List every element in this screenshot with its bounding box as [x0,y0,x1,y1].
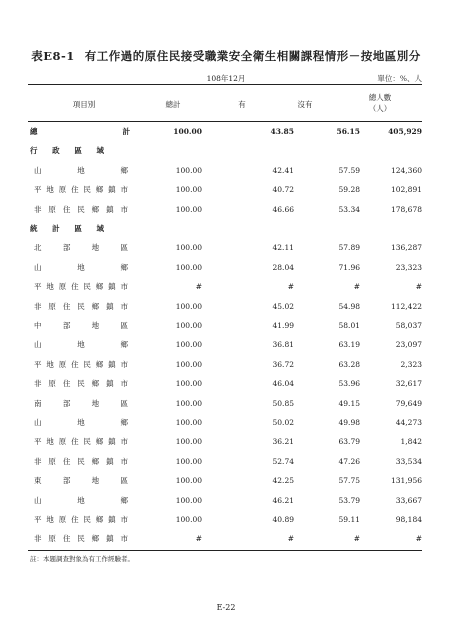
row-label: 非原住民鄉鎮市 [34,534,128,544]
table-row [28,144,422,158]
header-count-line2: （人） [368,104,392,113]
table-row [28,183,422,197]
table-row [28,474,422,488]
table-row [28,435,422,449]
cell-yes: 50.02 [272,418,294,427]
cell-total: 100.00 [175,262,202,272]
table-code: 表E8-1 [31,49,75,63]
table-row [28,455,422,469]
table-row [28,241,422,255]
page-number: E-22 [216,603,236,612]
cell-total: 100.00 [175,204,202,214]
row-label: 平地原住民鄉鎮市 [34,282,128,292]
cell-count: 32,617 [395,379,422,389]
cell-count: 2,323 [400,359,422,369]
header-area: 項目別 [72,100,96,109]
cell-no: 59.11 [338,515,360,524]
cell-total: 100.00 [175,476,202,486]
table-row [28,319,422,333]
cell-total: # [195,534,202,544]
cell-yes: 42.41 [272,165,294,175]
cell-total: 100.00 [175,340,202,350]
cell-yes: # [287,534,294,544]
header-count [350,92,410,114]
cell-no: 57.89 [338,243,360,253]
cell-yes: 50.85 [272,398,294,408]
cell-total: # [195,282,202,292]
cell-yes: 36.72 [272,359,294,369]
cell-total: 100.00 [175,321,202,330]
cell-yes: 43.85 [270,127,294,136]
survey-date: 108年12月 [206,74,246,83]
row-label: 東部地區 [34,476,128,486]
cell-count: 98,184 [395,515,422,524]
cell-yes: 28.04 [272,262,294,272]
bottom-rule [28,550,422,551]
cell-no: # [353,282,360,292]
cell-count: 33,667 [395,495,422,505]
cell-yes: 40.72 [272,185,294,195]
cell-count: 405,929 [388,127,422,136]
cell-count: 1,842 [400,437,422,447]
cell-total: 100.00 [175,243,202,253]
cell-yes: 36.21 [272,437,294,447]
cell-yes: # [287,282,294,292]
cell-count: 102,891 [390,185,422,195]
cell-no: 56.15 [336,127,360,136]
row-label: 中部地區 [34,321,128,330]
cell-no: 57.59 [338,165,360,175]
table-row [28,532,422,546]
cell-total: 100.00 [175,301,202,311]
cell-yes: 41.99 [272,321,294,330]
cell-yes: 42.25 [272,476,294,486]
row-label: 北部地區 [34,243,128,253]
cell-no: 59.28 [338,185,360,195]
row-label: 南部地區 [34,398,128,408]
table-row [28,222,422,236]
cell-count: 131,956 [390,476,422,486]
cell-yes: 45.02 [272,301,294,311]
cell-yes: 52.74 [272,456,294,466]
table-row [28,494,422,508]
cell-count: 23,323 [395,262,422,272]
table-row [28,203,422,217]
table-row [28,416,422,430]
cell-total: 100.00 [175,495,202,505]
row-label: 平地原住民鄉鎮市 [34,359,128,369]
row-label: 平地原住民鄉鎮市 [34,437,128,447]
header-count-line1: 總人數 [368,93,392,102]
cell-total: 100.00 [175,456,202,466]
footnote: 註：本題調查對象為有工作經驗者。 [30,555,134,563]
table-row [28,358,422,372]
cell-count: 23,097 [395,340,422,350]
cell-total: 100.00 [175,379,202,389]
cell-count: 79,649 [395,398,422,408]
cell-no: 63.79 [338,437,360,447]
table-row [28,164,422,178]
cell-no: 53.34 [338,204,360,214]
row-label: 非原住民鄉鎮市 [34,204,128,214]
cell-no: 63.19 [338,340,360,350]
cell-no: # [353,534,360,544]
cell-total: 100.00 [175,418,202,427]
cell-no: 53.96 [338,379,360,389]
header-yes: 有 [238,100,246,109]
cell-yes: 36.81 [272,340,294,350]
table-row [28,300,422,314]
cell-no: 49.15 [338,398,360,408]
top-rule [28,84,422,85]
cell-yes: 46.04 [272,379,294,389]
cell-no: 54.98 [338,301,360,311]
cell-count: 58,037 [395,321,422,330]
header-total: 總計 [165,100,181,109]
cell-count: 33,534 [395,456,422,466]
table-row [28,377,422,391]
cell-no: 58.01 [338,321,360,330]
cell-total: 100.00 [175,398,202,408]
table-row [28,338,422,352]
cell-count: 136,287 [390,243,422,253]
table-title-text: 有工作過的原住民接受職業安全衛生相關課程情形－按地區別分 [84,49,421,63]
cell-total: 100.00 [175,437,202,447]
row-label: 總 計 [30,127,130,136]
row-label: 非原住民鄉鎮市 [34,456,128,466]
cell-count: 112,422 [390,301,422,311]
cell-yes: 46.21 [272,495,294,505]
table-row [28,261,422,275]
cell-total: 100.00 [175,185,202,195]
cell-count: 44,273 [395,418,422,427]
row-label: 山 地 鄉 [34,262,128,272]
row-label: 山 地 鄉 [34,165,128,175]
unit-label: 單位：%、人 [377,74,422,83]
table-row [28,513,422,527]
cell-count: # [415,534,422,544]
cell-yes: 42.11 [272,243,294,253]
row-label: 平地原住民鄉鎮市 [34,185,128,195]
table-title [0,48,452,64]
row-label: 非原住民鄉鎮市 [34,379,128,389]
cell-count: # [415,282,422,292]
row-label: 行 政 區 域 [30,146,104,156]
cell-count: 178,678 [390,204,422,214]
cell-no: 63.28 [338,359,360,369]
row-label: 統 計 區 域 [30,224,104,233]
cell-total: 100.00 [175,515,202,524]
cell-yes: 40.89 [272,515,294,524]
cell-no: 57.75 [338,476,360,486]
row-label: 平地原住民鄉鎮市 [34,515,128,524]
cell-total: 100.00 [175,359,202,369]
cell-no: 71.96 [338,262,360,272]
cell-count: 124,360 [390,165,422,175]
table-row [28,397,422,411]
cell-total: 100.00 [175,165,202,175]
table-row [28,280,422,294]
row-label: 非原住民鄉鎮市 [34,301,128,311]
row-label: 山 地 鄉 [34,340,128,350]
header-no: 沒有 [297,100,313,109]
cell-yes: 46.66 [272,204,294,214]
cell-no: 49.98 [338,418,360,427]
cell-no: 47.26 [338,456,360,466]
cell-no: 53.79 [338,495,360,505]
row-label: 山 地 鄉 [34,418,128,427]
row-label: 山 地 鄉 [34,495,128,505]
header-rule [28,121,422,122]
cell-total: 100.00 [173,127,202,136]
table-row [28,125,422,139]
